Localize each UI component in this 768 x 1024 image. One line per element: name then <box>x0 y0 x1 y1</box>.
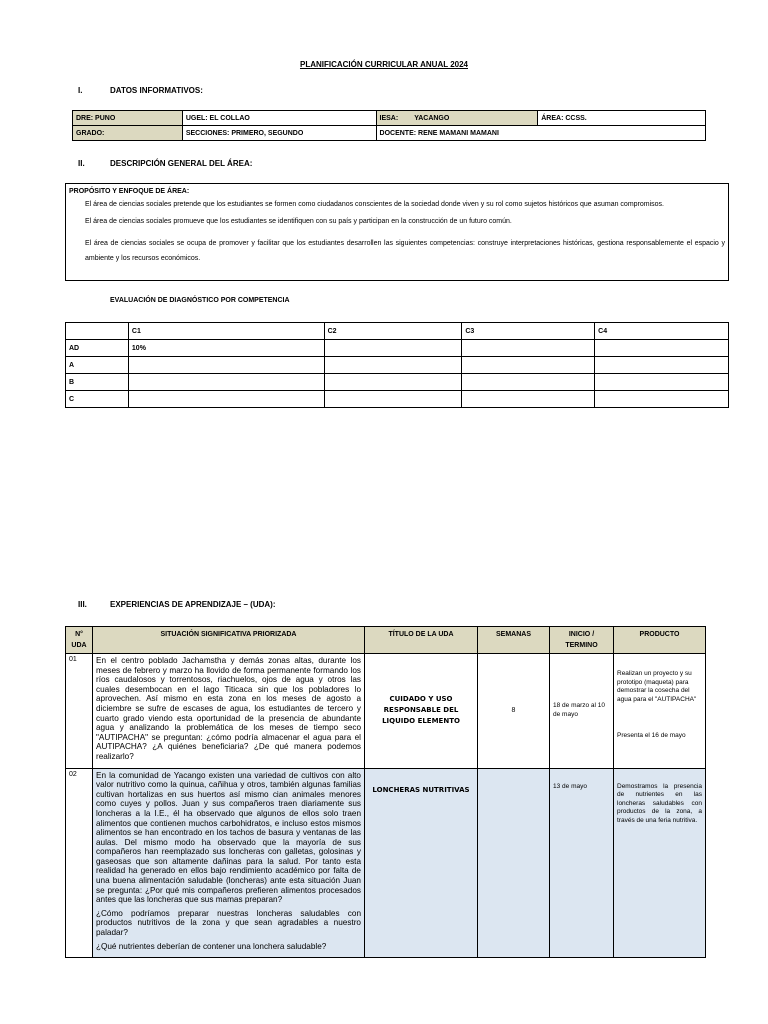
level-label: AD <box>66 340 129 357</box>
purpose-paragraph-3: El área de ciencias sociales se ocupa de promover y facilitar que los estudiantes desarrollen las siguientes competencias: construye interpretaciones históricas, gestiona responsablemente el espacio y ambiente y los recursos económicos. <box>85 240 725 262</box>
diagnostic-cell <box>595 340 729 357</box>
diagnostic-cell <box>324 357 462 374</box>
producto-text: Realizan un proyecto y su prototipo (maqueta) para demostrar la cosecha del agua para el "AUTIPACHA" <box>617 670 697 703</box>
document-title: PLANIFICACIÓN CURRICULAR ANUAL 2024 <box>299 60 468 69</box>
header-line: N° <box>75 631 83 638</box>
uda-row <box>66 654 706 769</box>
purpose-box <box>65 183 729 281</box>
diagnostic-cell <box>595 391 729 408</box>
diagnostic-cell <box>595 357 729 374</box>
diagnostic-row <box>66 374 729 391</box>
situacion-paragraph: ¿Qué nutrientes deberían de contener una lonchera saludable? <box>96 941 327 951</box>
purpose-heading: PROPÓSITO Y ENFOQUE DE ÁREA: <box>69 188 190 195</box>
titulo-header: TÍTULO DE LA UDA <box>365 627 478 654</box>
diagnostic-row <box>66 391 729 408</box>
level-label: C <box>66 391 129 408</box>
producto-text: Demostramos la presencia de nutrientes en las loncheras saludables con productos de la zona, a través de una feria nutritiva. <box>617 782 702 824</box>
level-label: A <box>66 357 129 374</box>
inicio-header <box>550 627 614 654</box>
diagnostic-cell <box>324 391 462 408</box>
section-label: DATOS INFORMATIVOS: <box>110 86 203 95</box>
situacion-header: SITUACIÓN SIGNIFICATIVA PRIORIZADA <box>93 627 365 654</box>
diagnostic-cell <box>324 374 462 391</box>
secciones-cell: SECCIONES: PRIMERO, SEGUNDO <box>182 126 376 141</box>
purpose-paragraph-2: El área de ciencias sociales promueve que los estudiantes se identifiquen con su país y participan en la construcción de un futuro común. <box>85 218 512 225</box>
section-label: DESCRIPCIÓN GENERAL DEL ÁREA: <box>110 159 253 168</box>
situacion-paragraph: ¿Cómo podríamos preparar nuestras loncheras saludables con productos nutritivos de la zona y que sean agradables a nuestro paladar? <box>96 908 361 938</box>
uda-title: CUIDADO Y USO RESPONSABLE DEL LIQUIDO ELEMENTO <box>365 654 478 769</box>
diagnostic-cell <box>462 340 595 357</box>
situacion-cell <box>93 768 365 958</box>
diagnostic-row <box>66 357 729 374</box>
diagnostic-header: C1 <box>128 323 324 340</box>
section-number: III. <box>78 600 87 609</box>
uda-title: LONCHERAS NUTRITIVAS <box>365 768 478 958</box>
purpose-paragraph-1: El área de ciencias sociales pretende que los estudiantes se formen como ciudadanos conscientes de la sociedad donde viven y su rol como sujetos históricos que asuman compromisos. <box>85 201 664 208</box>
grado-cell: GRADO: <box>73 126 183 141</box>
diagnostic-row <box>66 340 729 357</box>
diagnostic-table <box>65 322 729 408</box>
producto-cell <box>614 768 706 958</box>
uda-row <box>66 768 706 958</box>
info-table <box>72 110 706 141</box>
producto-date: Presenta el 16 de mayo <box>617 732 686 739</box>
section-number: II. <box>78 159 85 168</box>
semanas-cell <box>478 768 550 958</box>
diagnostic-header: C2 <box>324 323 462 340</box>
dre-cell: DRE: PUNO <box>73 111 183 126</box>
uda-number: 01 <box>66 654 93 769</box>
inicio-termino-cell: 13 de mayo <box>550 768 614 958</box>
diagnostic-cell <box>595 374 729 391</box>
uda-table <box>65 626 706 958</box>
uda-number: 02 <box>66 768 93 958</box>
producto-cell <box>614 654 706 769</box>
diagnostic-header-row <box>66 323 729 340</box>
diagnostic-cell <box>462 374 595 391</box>
diagnostic-cell <box>462 357 595 374</box>
diagnostic-header <box>66 323 129 340</box>
area-cell: ÁREA: CCSS. <box>538 111 706 126</box>
header-line: TERMINO <box>565 642 598 649</box>
diagnostic-cell <box>128 391 324 408</box>
diagnostic-cell <box>462 391 595 408</box>
evaluation-title: EVALUACIÓN DE DIAGNÓSTICO POR COMPETENCIA <box>110 297 290 304</box>
producto-header: PRODUCTO <box>614 627 706 654</box>
ugel-cell: UGEL: EL COLLAO <box>182 111 376 126</box>
situacion-paragraph: En la comunidad de Yacango existen una variedad de cultivos con alto valor nutritivo como la quinua, cañihua y otros, también algunas familias cultivan hortalizas en sus huertos así mismo cian animales menores como cuyes y pollos. Juan y sus compañeros traen diariamente sus loncheras a la I.E., él ha observado que algunos de ellos solo traen alimentos que contienen muchos carbohidratos, e incluso estos mismos alimentos se han encontrado en los tachos de basura y ventanas de las aulas. Del mismo modo ha observado que la mayoría de sus compañeros han reemplazado sus loncheras con galletas, golosinas y gaseosas que son altamente dañinas para la salud. Por tanto esta realidad ha generado en ellos bajo rendimiento académico por falta de una buena alimentación saludable (loncheras) ante esta situación Juan se pregunta: ¿Por qué mis compañeros prefieren alimentos procesados antes que las loncheras que sus mamas preparan? <box>96 770 361 905</box>
diagnostic-cell <box>324 340 462 357</box>
section-number: I. <box>78 86 83 95</box>
header-line: INICIO / <box>568 631 595 638</box>
diagnostic-header: C4 <box>595 323 729 340</box>
semanas-header: SEMANAS <box>478 627 550 654</box>
diagnostic-cell <box>128 357 324 374</box>
diagnostic-cell <box>128 374 324 391</box>
uda-header-row <box>66 627 706 654</box>
diagnostic-header: C3 <box>462 323 595 340</box>
situacion-cell <box>93 654 365 769</box>
iesa-value: YACANGO <box>414 114 450 122</box>
header-line: UDA <box>71 642 87 649</box>
iesa-cell <box>376 111 538 126</box>
section-label: EXPERIENCIAS DE APRENDIZAJE – (UDA): <box>110 600 276 609</box>
situacion-paragraph: En el centro poblado Jachamstha y demás zonas altas, durante los meses de febrero y marzo ha llovido de forma permanente formando los ríos caudalosos y torrentosos, riachuelos, ojos de agua y otros las cuales desembocan en el lago Titicaca sin que los pobladores lo aprovechen. Así mismo en esta zona en los meses de agosto a diciembre se sufre de escases de agua, los estudiantes de tercero y cuarto grado viendo esta oportunidad de la presencia de abundante agua y analizando la problemática de los meses de tiempo seco "AUTIPACHA" se preguntan: ¿cómo podría almacenar el agua para el AUTIPACHA? ¿A quiénes beneficiaria? ¿De qué manera podemos realizarlo? <box>96 656 361 761</box>
semanas-cell: 8 <box>478 654 550 769</box>
level-label: B <box>66 374 129 391</box>
docente-cell: DOCENTE: RENE MAMANI MAMANI <box>376 126 705 141</box>
uda-number-header <box>66 627 93 654</box>
inicio-termino-cell: 18 de marzo al 10 de mayo <box>550 654 614 769</box>
iesa-label: IESA: <box>379 114 399 122</box>
diagnostic-cell: 10% <box>128 340 324 357</box>
